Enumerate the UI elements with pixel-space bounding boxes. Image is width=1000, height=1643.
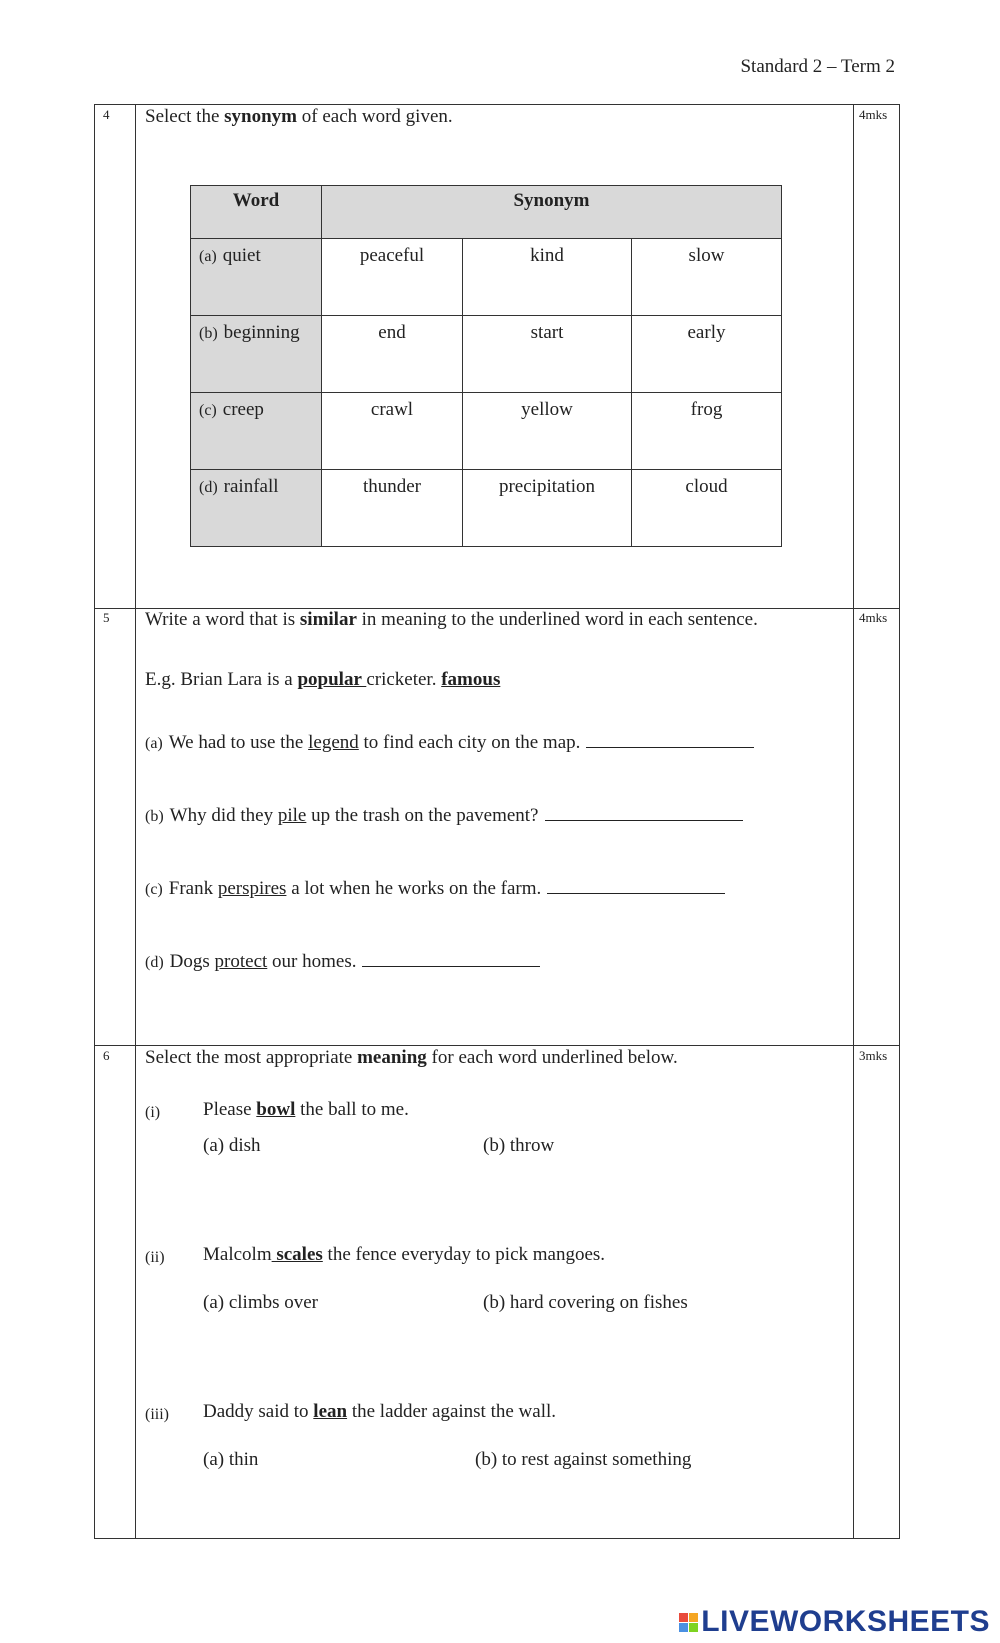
q4-instruction: Select the synonym of each word given. [145, 106, 453, 127]
synonym-option[interactable]: slow [632, 239, 782, 316]
q5-instruction: Write a word that is similar in meaning to the underlined word in each sentence. [145, 609, 758, 630]
q5-item: (a) We had to use the legend to find each city on the map. [145, 729, 754, 754]
synonym-option[interactable]: yellow [463, 393, 632, 470]
synonym-option[interactable]: precipitation [463, 470, 632, 547]
q6-instruction: Select the most appropriate meaning for each word underlined below. [145, 1047, 678, 1068]
q6-item-sentence: Malcolm scales the fence everyday to pick mangoes. [203, 1244, 606, 1265]
row-divider [95, 1045, 899, 1046]
q5-item: (d) Dogs protect our homes. [145, 948, 540, 973]
question-number: 4 [103, 107, 110, 122]
answer-blank[interactable] [547, 875, 725, 894]
synonym-option[interactable]: end [322, 316, 463, 393]
answer-blank[interactable] [545, 802, 743, 821]
synonym-option[interactable]: crawl [322, 393, 463, 470]
q6-item-label: (i) [145, 1104, 161, 1121]
marks-label: 3mks [859, 1048, 888, 1063]
question-number: 5 [103, 610, 110, 625]
option-a[interactable]: (a) dish [203, 1135, 261, 1156]
liveworksheets-logo [679, 1605, 990, 1639]
question-table [94, 104, 900, 1539]
q5-example: E.g. Brian Lara is a popular cricketer. famous [145, 669, 501, 690]
word-cell: (c) creep [191, 393, 322, 470]
word-cell: (a) quiet [191, 239, 322, 316]
marks-label: 4mks [859, 610, 888, 625]
synonym-option[interactable]: start [463, 316, 632, 393]
synonym-option[interactable]: cloud [632, 470, 782, 547]
synonym-table [190, 185, 782, 547]
option-b[interactable]: (b) hard covering on fishes [483, 1292, 688, 1313]
q6-item-label: (iii) [145, 1406, 169, 1423]
marks-label: 4mks [859, 107, 888, 122]
word-cell: (b) beginning [191, 316, 322, 393]
answer-blank[interactable] [362, 948, 540, 967]
synonym-option[interactable]: early [632, 316, 782, 393]
word-cell: (d) rainfall [191, 470, 322, 547]
synonym-option[interactable]: peaceful [322, 239, 463, 316]
answer-blank[interactable] [586, 729, 754, 748]
q6-item-sentence: Daddy said to lean the ladder against the wall. [203, 1401, 557, 1422]
column-divider [135, 105, 136, 1538]
option-b[interactable]: (b) throw [483, 1135, 555, 1156]
q6-item-sentence: Please bowl the ball to me. [203, 1099, 409, 1120]
synonym-option[interactable]: kind [463, 239, 632, 316]
table-row [191, 316, 782, 393]
column-divider [853, 105, 854, 1538]
question-number: 6 [103, 1048, 110, 1063]
brand-name: LIVEWORKSHEETS [701, 1605, 990, 1638]
logo-grid-icon [679, 1613, 698, 1632]
q5-item: (b) Why did they pile up the trash on the pavement? [145, 802, 743, 827]
table-row [191, 239, 782, 316]
col-header-word: Word [191, 186, 322, 239]
q6-item-label: (ii) [145, 1249, 165, 1266]
page-header: Standard 2 – Term 2 [740, 56, 895, 77]
table-row [191, 470, 782, 547]
option-b[interactable]: (b) to rest against something [475, 1449, 692, 1470]
col-header-synonym: Synonym [322, 186, 782, 239]
synonym-option[interactable]: frog [632, 393, 782, 470]
synonym-option[interactable]: thunder [322, 470, 463, 547]
table-row [191, 393, 782, 470]
option-a[interactable]: (a) climbs over [203, 1292, 319, 1313]
option-a[interactable]: (a) thin [203, 1449, 259, 1470]
q5-item: (c) Frank perspires a lot when he works on the farm. [145, 875, 725, 900]
